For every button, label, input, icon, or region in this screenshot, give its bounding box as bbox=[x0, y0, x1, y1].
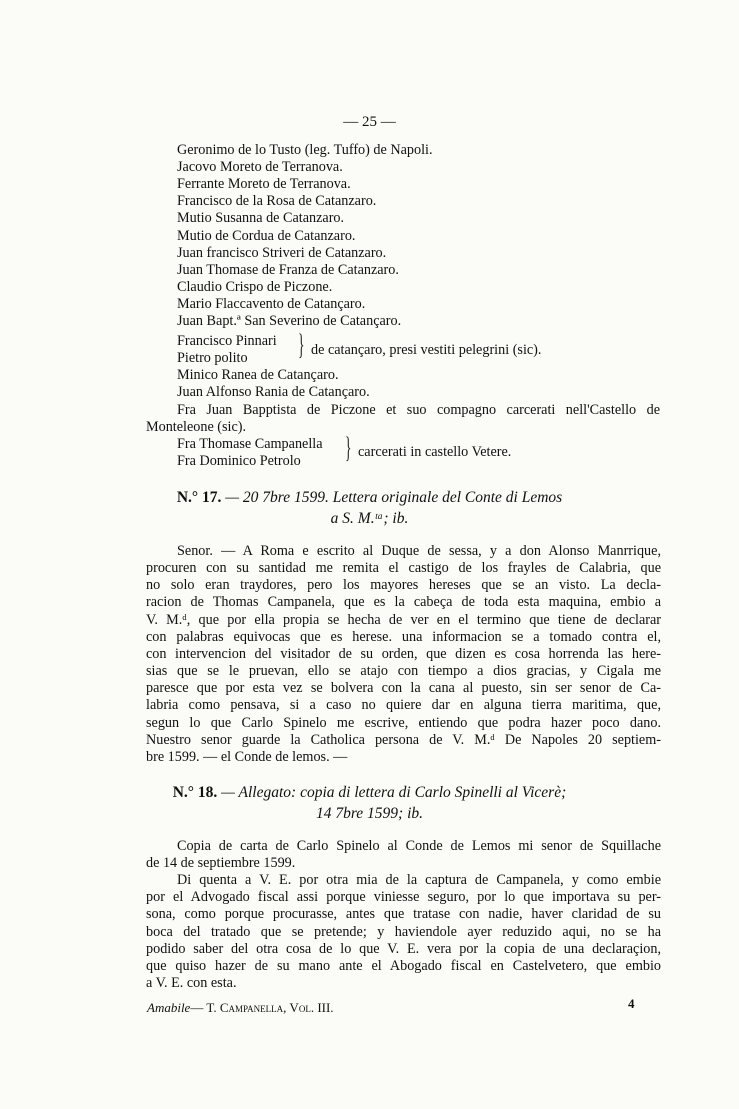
doc18-title-2: 14 7bre 1599; ib. bbox=[315, 805, 424, 822]
paragraph-line: podido saber del otra cosa de lo que V. E. vera por la copia de una declaraçion, bbox=[146, 940, 661, 957]
group2-note: carcerati in castello Vetere. bbox=[358, 444, 512, 460]
group1-name-1: Francisco Pinnari bbox=[177, 333, 277, 349]
paragraph-line: de 14 de septiembre 1599. bbox=[146, 855, 296, 872]
paragraph-line: segun lo que Carlo Spinelo me escrive, entiendo que podra hazer poco dano. bbox=[146, 714, 661, 731]
paragraph-line: racion de Thomas Campanela, que es la cabeça de toda esta maquina, embio a bbox=[146, 594, 661, 611]
footer-sheet-number: 4 bbox=[628, 996, 635, 1011]
doc17-title-1: — 20 7bre 1599. Lettera originale del Conte di Lemos bbox=[225, 489, 563, 506]
paragraph-line: bre 1599. — el Conde de lemos. — bbox=[146, 748, 348, 765]
list-item: Minico Ranea de Catançaro. bbox=[177, 367, 339, 383]
fra-line-1: Fra Juan Bapptista de Piczone et suo compagno carcerati nell'Castello de bbox=[177, 402, 660, 418]
paragraph-line: Senor. — A Roma e escrito al Duque de sessa, y a don Alonso Manrrique, bbox=[177, 543, 661, 559]
page-number: — 25 — bbox=[343, 114, 396, 130]
footer-author: Amabile bbox=[147, 1000, 191, 1015]
list-item: Mario Flaccavento de Catançaro. bbox=[177, 295, 366, 312]
paragraph-line: labria como pensava, si a caso no quiere dar en alguna tierra maritima, que, bbox=[146, 697, 661, 714]
list-item: Claudio Crispo de Piczone. bbox=[177, 278, 333, 295]
list-item: Juan francisco Striveri de Catanzaro. bbox=[177, 244, 387, 261]
doc17-heading-line1 bbox=[0, 488, 739, 508]
doc17-title-2: a S. M.ᵗᵃ; ib. bbox=[330, 510, 409, 527]
list-item: Jacovo Moreto de Terranova. bbox=[177, 159, 343, 176]
group1-name-2: Pietro polito bbox=[177, 350, 248, 366]
paragraph-line: no solo eran traydores, pero los mayores hereses que se an visto. La decla- bbox=[146, 577, 661, 594]
footer-signature bbox=[147, 1000, 334, 1016]
list-item: Geronimo de lo Tusto (leg. Tuffo) de Napoli. bbox=[177, 142, 433, 158]
list-item: Mutio Susanna de Catanzaro. bbox=[177, 210, 345, 227]
paragraph-line: sona, como porque procurasse, antes que tratase con nadie, haver claridad de su bbox=[146, 906, 661, 923]
paragraph-line: V. M.ᵈ, que por ella propia se hecha de ver en el termino que tiene de declarar bbox=[146, 611, 661, 628]
group2-name-2: Fra Dominico Petrolo bbox=[177, 453, 301, 469]
paragraph-line: procuren con su santidad me remita el castigo de los frayles de Calabria, que bbox=[146, 560, 661, 577]
list-item: Juan Bapt.ª San Severino de Catançaro. bbox=[177, 313, 402, 329]
doc17-number: N.° 17. bbox=[176, 489, 222, 506]
doc18-number: N.° 18. bbox=[172, 784, 218, 801]
group1-note: de catançaro, presi vestiti pelegrini (sic). bbox=[311, 342, 542, 358]
paragraph-line: Nuestro senor guarde la Catholica persona de V. M.ᵈ De Napoles 20 septiem- bbox=[146, 731, 661, 748]
paragraph-line: con intervencion del visitador de su orden, que dizen es cosa horrenda las here- bbox=[146, 645, 661, 662]
paragraph-line: con palabras equivocas que es herese. una informacion se a tomado contra el, bbox=[146, 628, 661, 645]
paragraph-line: Di quenta a V. E. por otra mia de la captura de Campanela, y como embie bbox=[177, 872, 661, 889]
list-item: Juan Thomase de Franza de Catanzaro. bbox=[177, 261, 399, 278]
paragraph-line: a V. E. con esta. bbox=[146, 974, 237, 991]
paragraph-line: que quiso hazer de su mano ante el Abogado fiscal en Castelvetero, que embio bbox=[146, 957, 661, 974]
list-item: Ferrante Moreto de Terranova. bbox=[177, 176, 351, 193]
doc18-heading-line1 bbox=[0, 783, 739, 803]
list-item: Juan Alfonso Rania de Catançaro. bbox=[177, 384, 370, 401]
footer-title: — T. Campanella, Vol. III. bbox=[190, 1000, 334, 1015]
group2-name-1: Fra Thomase Campanella bbox=[177, 436, 323, 452]
brace-icon: } bbox=[345, 431, 352, 464]
fra-line-2: Monteleone (sic). bbox=[146, 419, 247, 435]
list-item: Francisco de la Rosa de Catanzaro. bbox=[177, 193, 377, 210]
paragraph-line: boca del tratado que se pretende; y haviendole ayer reduzido aqui, no se ha bbox=[146, 923, 661, 940]
brace-icon: } bbox=[298, 328, 305, 361]
paragraph-line: por el Advogado fiscal assi porque viniesse seguro, por lo que importava su per- bbox=[146, 889, 661, 906]
doc18-title-1: — Allegato: copia di lettera di Carlo Spinelli al Vicerè; bbox=[221, 784, 567, 801]
paragraph-line: sias que se le pruevan, ello se atajo con tiempo a dios gracias, y Cigala me bbox=[146, 663, 661, 680]
paragraph-line: Copia de carta de Carlo Spinelo al Conde de Lemos mi senor de Squillache bbox=[177, 838, 661, 854]
paragraph-line: paresce que por esta vez se bolvera con la cana al puesto, sin ser senor de Ca- bbox=[146, 680, 661, 697]
list-item: Mutio de Cordua de Catanzaro. bbox=[177, 227, 356, 244]
